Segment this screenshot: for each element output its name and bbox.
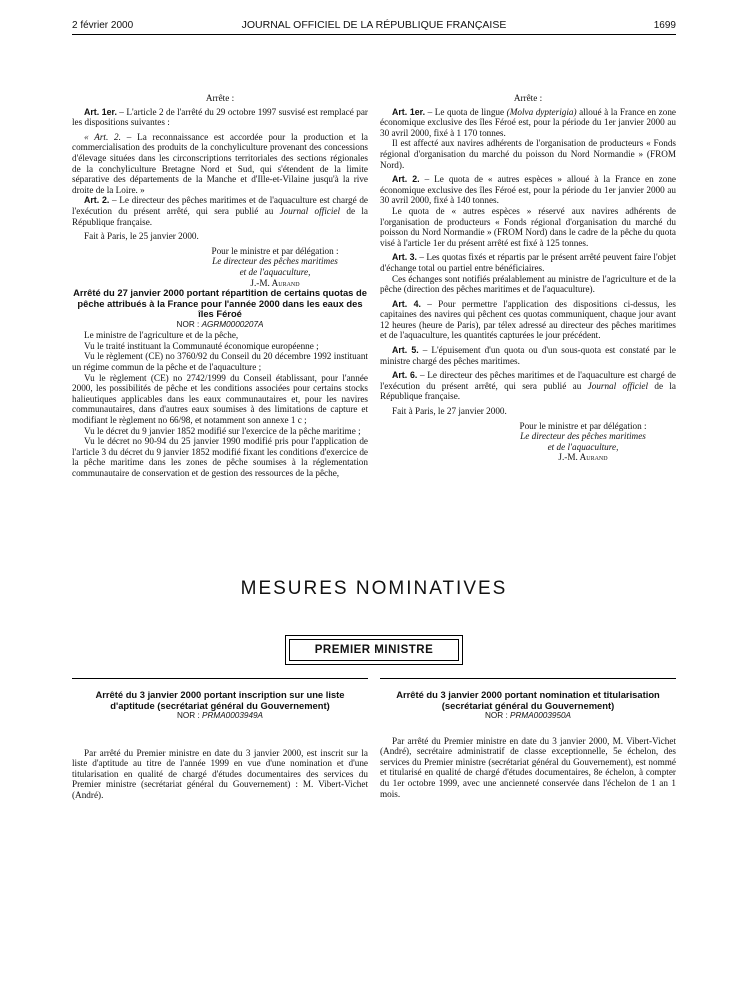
article-6: Art. 6. – Le directeur des pêches maritimes et de l'aquaculture est chargé de l'exécution du présent arrêté, qui sera publié au Journal officiel de la République française. (380, 370, 677, 402)
signature-name: J.-M. Aurand (250, 277, 300, 288)
nor-reference: NOR : AGRM0000207A (176, 319, 264, 329)
article-3: Art. 3. – Les quotas fixés et répartis par le présent arrêté peuvent faire l'objet d'échange total ou partiel entre bénéficiaires. (380, 252, 677, 273)
page-header (72, 18, 676, 35)
signature-line: Le directeur des pêches maritimes (212, 256, 338, 267)
article-5: Art. 5. – L'épuisement d'un quota ou d'un sous-quota est constaté par le ministre chargé des pêches maritimes. (380, 345, 677, 366)
divider (380, 678, 676, 679)
bottom-right-article (380, 690, 676, 799)
arrete-title: Arrêté du 3 janvier 2000 portant inscription sur une liste d'aptitude (secrétariat général du Gouvernement) (95, 689, 345, 711)
right-column (380, 93, 676, 463)
bottom-left-article (72, 690, 368, 801)
signature-line: Pour le ministre et par délégation : (519, 420, 647, 431)
divider (72, 678, 368, 679)
article-text: Par arrêté du Premier ministre en date du 3 janvier 2000, est inscrit sur la liste d'aptitude au titre de l'année 1999 en vue d'une nomination et d'une titularisation en qualité de chargé d'études documentaires des services du Premier ministre (secrétariat général du Gouvernement) : M. Vibert-Vichet (André). (72, 747, 368, 800)
nor-reference: NOR : PRMA0003949A (176, 711, 264, 720)
header-page-number: 1699 (653, 20, 676, 31)
ministry-box-label: PREMIER MINISTRE (289, 639, 459, 661)
arrete-label: Arrête : (513, 93, 543, 103)
article-2: Art. 2. – Le quota de « autres espèces » alloué à la France en zone économique exclusive des îles Féroé est, pour la période du 1er janvier 2000 au 30 avril 2000, fixé à 140 tonnes. (380, 174, 677, 206)
visa: Le ministre de l'agriculture et de la pêche, (84, 330, 239, 341)
article-3-paragraph: Ces échanges sont notifiés préalablement au ministre de l'agriculture et de la pêche (direction des pêches maritimes et de l'aquaculture). (380, 273, 676, 295)
signature-line: et de l'aquaculture, (547, 441, 619, 452)
nor-reference: NOR : PRMA0003950A (484, 711, 572, 720)
header-title: JOURNAL OFFICIEL DE LA RÉPUBLIQUE FRANÇAISE (241, 19, 507, 31)
article-1-quote: « Art. 2. – La reconnaissance est accordée pour la production et la commercialisation des produits de la conchyliculture provenant des concessions d'élevage situées dans les circonscriptions territoriales des sections régionales de la conchyliculture Bretagne Nord et Sud, qui s'étendent de la limite séparative des départements de la Manche et d'Ille-et-Vilaine jusqu'à la rive droite de la Loire. » (72, 131, 368, 195)
article-1: Art. 1er. – L'article 2 de l'arrêté du 29 octobre 1997 susvisé est remplacé par les dispositions suivantes : (72, 106, 368, 128)
signature-block (182, 246, 368, 288)
visa: Vu le règlement (CE) no 3760/92 du Conseil du 20 décembre 1992 instituant un régime commun de la pêche et de l'aquaculture ; (72, 351, 368, 372)
article-1-paragraph: Il est affecté aux navires adhérents de l'organisation de producteurs « Fonds régional d'organisation du marché du poisson du Nord Normandie » (FROM Nord). (380, 138, 676, 170)
arrete-title: Arrêté du 3 janvier 2000 portant nomination et titularisation (secrétariat général du Gouvernement) (396, 689, 660, 711)
signature-line: Le directeur des pêches maritimes (520, 431, 646, 442)
visa: Vu le décret no 90-94 du 25 janvier 1990 modifié pris pour l'application de l'article 3 du décret du 9 janvier 1852 modifié fixant les conditions d'exercice de la pêche maritime dans les zones de pêche soumises à la réglementation communautaire de conservation et de gestion des ressources de la pêche, (72, 436, 368, 478)
visa: Vu le traité instituant la Communauté économique européenne ; (84, 340, 319, 351)
article-1: Art. 1er. – Le quota de lingue (Molva dypterigia) alloué à la France en zone économique exclusive des îles Féroé est, pour la période du 1er janvier 2000 au 30 avril 2000, fixé à 1 170 tonnes. (380, 106, 676, 138)
fait-a-paris: Fait à Paris, le 25 janvier 2000. (84, 231, 199, 242)
fait-a-paris: Fait à Paris, le 27 janvier 2000. (392, 406, 507, 417)
visa: Vu le décret du 9 janvier 1852 modifié sur l'exercice de la pêche maritime ; (84, 425, 361, 436)
visa: Vu le règlement (CE) no 2742/1999 du Conseil établissant, pour l'année 2000, les possibilités de pêche et les conditions associées pour certains stocks halieutiques applicables dans les eaux communautaires et, pour les navires communautaires, dans d'autres eaux soumises à des limitations de capture et modifiant le règlement no 66/98, et notamment son annexe 1 c ; (72, 372, 368, 425)
signature-name: J.-M. Aurand (558, 452, 608, 463)
article-2-paragraph: Le quota de « autres espèces » réservé aux navires adhérents de l'organisation de producteurs « Fonds régional d'organisation du marché du poisson du Nord Normandie » (FROM Nord) dans le cadre de la pêche du quota visé à l'article 1er du présent arrêté est fixé à 125 tonnes. (380, 205, 676, 248)
signature-line: Pour le ministre et par délégation : (211, 245, 339, 256)
arrete-title: Arrêté du 27 janvier 2000 portant répartition de certains quotas de pêche attribués à la France pour l'année 2000 dans les eaux des îles Féroé (73, 287, 367, 320)
signature-block (490, 421, 676, 463)
header-date: 2 février 2000 (72, 20, 134, 31)
article-text: Par arrêté du Premier ministre en date du 3 janvier 2000, M. Vibert-Vichet (André), secrétaire administratif de classe exceptionnelle, 5e échelon, des services du Premier ministre (secrétariat général du Gouvernement), est nommé et titularisé en qualité de chargé d'études documentaires, 8e échelon, à compter du 1er octobre 1999, avec une ancienneté conservée dans l'échelon de 1 an 1 mois. (380, 735, 676, 799)
section-title: MESURES NOMINATIVES (240, 578, 508, 599)
ministry-box (285, 635, 463, 665)
article-2: Art. 2. – Le directeur des pêches maritimes et de l'aquaculture est chargé de l'exécution du présent arrêté, qui sera publié au Journal officiel de la République française. (72, 195, 369, 227)
article-4: Art. 4. – Pour permettre l'application des dispositions ci-dessus, les capitaines des navires qui pêchent ces quotas communiquent, chaque jour avant 12 heures (heure de Paris), par télex adressé au directeur des pêches maritimes et de l'aquaculture, les quantités capturées le jour précédent. (380, 298, 676, 341)
signature-line: et de l'aquaculture, (239, 266, 311, 277)
left-column (72, 93, 368, 479)
arrete-label: Arrête : (205, 93, 235, 103)
